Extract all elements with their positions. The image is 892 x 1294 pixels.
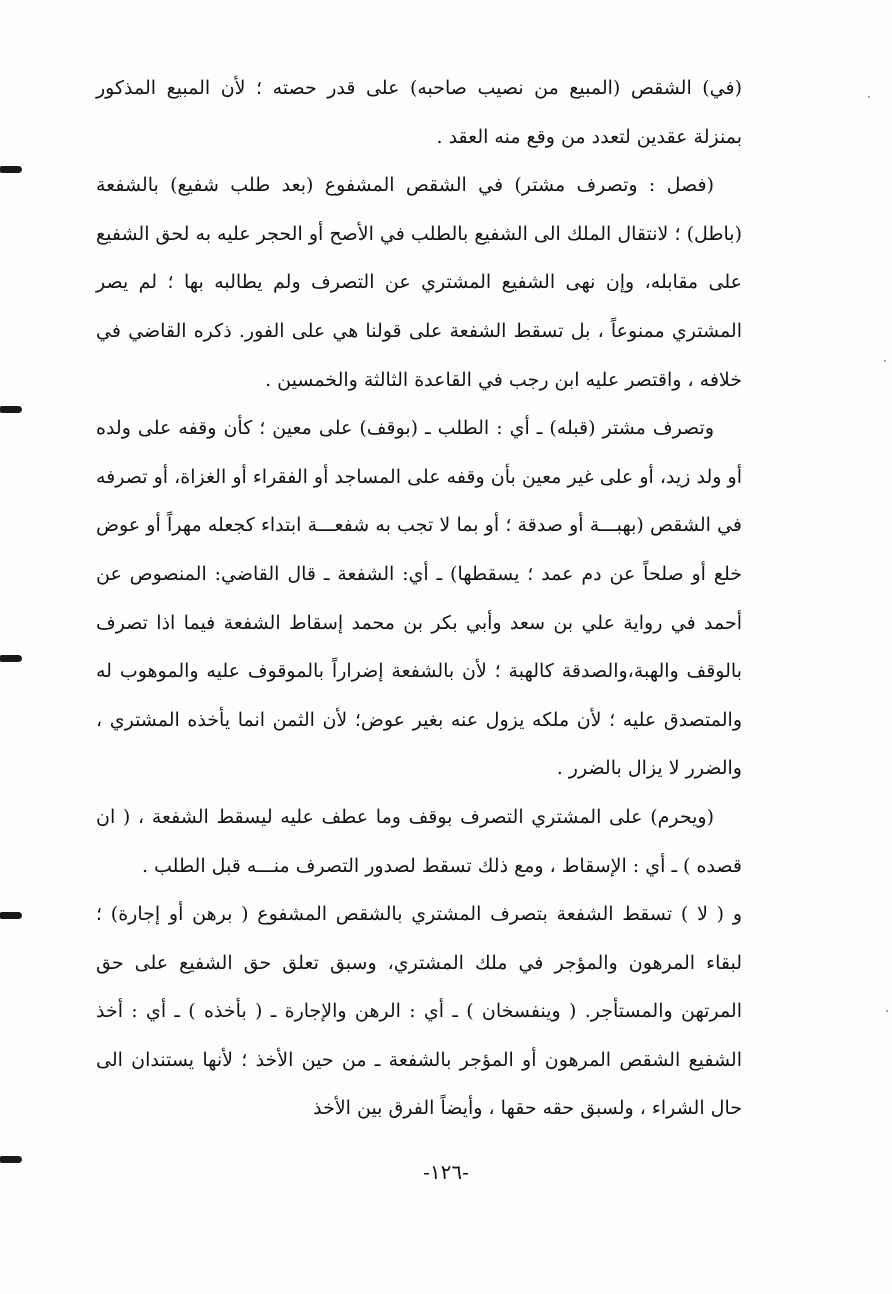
scan-speck xyxy=(868,96,870,98)
paragraph-2: (فصل : وتصرف مشتر) في الشقص المشفوع (بعد طلب شفيع) بالشفعة (باطل) ؛ لانتقال الملك الى الشفيع بالطلب في الأصح أو الحجر عليه به لحق الشفيع على مقابله، وإن نهى الشفيع المشتري عن التصرف ولم يطالبه بها ؛ لم يصر المشتري ممنوعاً ، بل تسقط الشفعة على قولنا هي على الفور. ذكره القاضي في خلافه ، واقتصر عليه ابن رجب في القاعدة الثالثة والخمسين . xyxy=(96,174,742,391)
binding-mark xyxy=(0,406,22,413)
binding-mark xyxy=(0,655,22,662)
paragraph-4: (ويحرم) على المشتري التصرف بوقف وما عطف عليه ليسقط الشفعة ، ( ان قصده ) ـ أي : الإسقاط ، ومع ذلك تسقط لصدور التصرف منـــه قبل الطلب . xyxy=(96,805,742,877)
paragraph-5: و ( لا ) تسقط الشفعة بتصرف المشتري بالشقص المشفوع ( برهن أو إجارة) ؛ لبقاء المرهون والمؤجر في ملك المشتري، وسبق تعلق حق الشفيع على حق المرتهن والمستأجر. ( وينفسخان ) ـ أي : الرهن والإجارة ـ ( بأخذه ) ـ أي : أخذ الشفيع الشقص المرهون أو المؤجر بالشفعة ـ من حين الأخذ ؛ لأنها يستندان الى حال الشراء ، ولسبق حقه حقها ، وأيضاً الفرق بين الأخذ xyxy=(96,903,742,1120)
scan-speck xyxy=(886,1010,888,1012)
scan-speck xyxy=(884,360,886,362)
binding-mark xyxy=(0,1156,22,1163)
paragraph-1: (في) الشقص (المبيع من نصيب صاحبه) على قدر حصته ؛ لأن المبيع المذكور بمنزلة عقدين لتعدد من وقع منه العقد . xyxy=(96,77,742,148)
body-text xyxy=(96,64,742,1133)
page-number: -١٢٦- xyxy=(423,1160,469,1184)
paragraph-3: وتصرف مشتر (قبله) ـ أي : الطلب ـ (بوقف) على معين ؛ كأن وقفه على ولده أو ولد زيد، أو على غير معين بأن وقفه على المساجد أو الفقراء أو الغزاة، أو تصرفه في الشقص (بهبـــة أو صدقة ؛ أو بما لا تجب به شفعـــة ابتداء كجعله مهراً أو عوض خلع أو صلحاً عن دم عمد ؛ يسقطها) ـ أي: الشفعة ـ قال القاضي: المنصوص عن أحمد في رواية علي بن سعد وأبي بكر بن محمد إسقاط الشفعة فيما اذا تصرف بالوقف والهبة،والصدقة كالهبة ؛ لأن بالشفعة إضراراً بالموقوف عليه والموهوب له والمتصدق عليه ؛ لأن ملكه يزول عنه بغير عوض؛ لأن الثمن انما يأخذه المشتري ، والضرر لا يزال بالضرر . xyxy=(96,417,742,780)
binding-mark xyxy=(0,166,22,173)
binding-mark xyxy=(0,912,22,919)
